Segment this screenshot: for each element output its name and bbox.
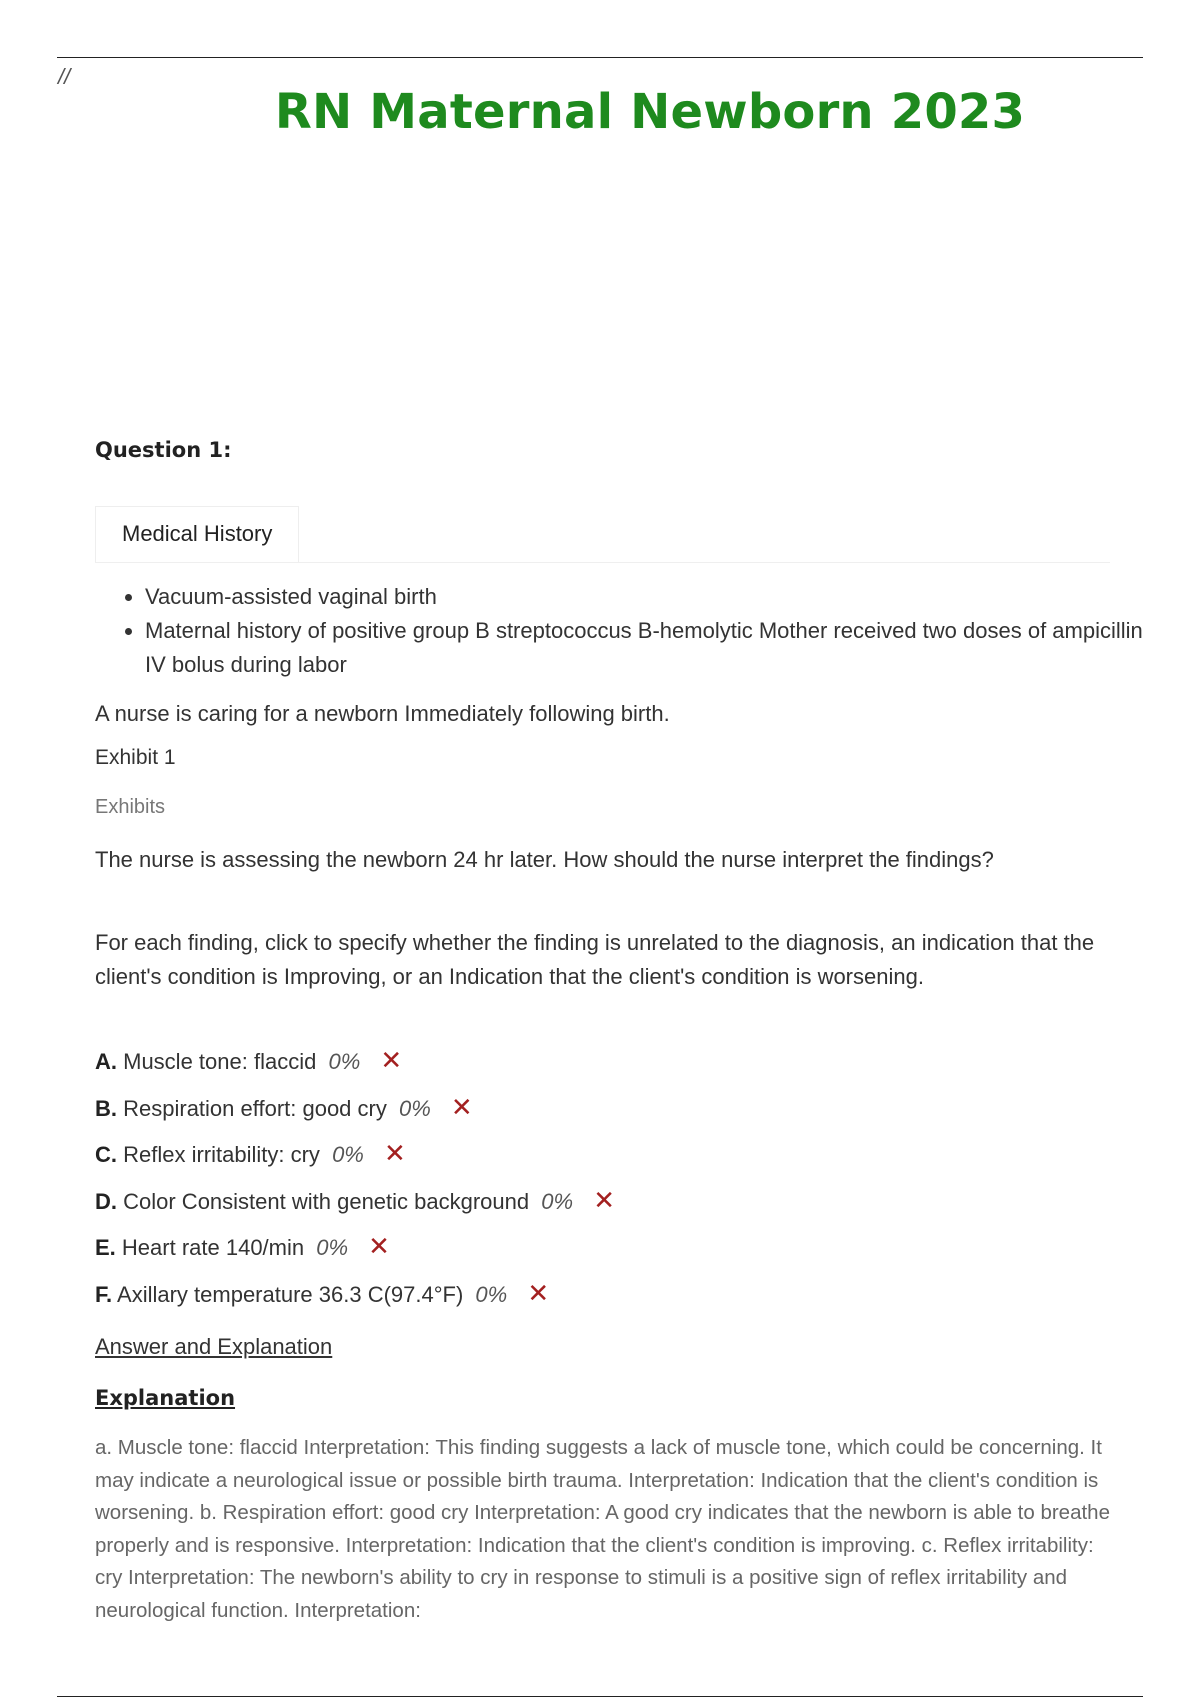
option-percent: 0% [332,1142,364,1167]
answer-option-a[interactable] [95,1043,402,1077]
option-text: Muscle tone: flaccid [123,1049,317,1074]
explanation-heading: Explanation [95,1386,236,1410]
top-rule [57,57,1143,58]
list-item: • Vacuum-assisted vaginal birth [145,580,1145,614]
medical-history-list [95,580,1145,682]
option-percent: 0% [328,1049,361,1074]
option-text: Heart rate 140/min [121,1235,305,1260]
incorrect-x-icon: ✕ [593,1185,615,1215]
answer-explanation-link[interactable]: Answer and Explanation [95,1334,333,1359]
option-percent: 0% [475,1282,508,1307]
incorrect-x-icon: ✕ [383,1138,406,1168]
option-text: Reflex irritability: cry [123,1142,320,1167]
incorrect-x-icon: ✕ [450,1092,473,1122]
tab-bar [95,506,1110,563]
question-intro: A nurse is caring for a newborn Immediately following birth. [95,701,670,726]
question-heading: Question 1: [95,438,232,462]
option-text: Respiration effort: good cry [123,1096,387,1121]
option-text: Axillary temperature 36.3 C(97.4°F) [117,1282,464,1307]
answer-option-b[interactable] [95,1090,473,1124]
header-slashes: // [58,64,71,89]
bottom-rule [57,1696,1143,1697]
question-instructions: For each finding, click to specify whether the finding is unrelated to the diagnosis, an indication that the client's condition is Improving, or an Indication that the client's condition is worsening. [95,930,1095,989]
tab-medical-history[interactable]: Medical History [95,506,299,562]
option-letter: B. [95,1096,117,1121]
answer-option-c[interactable] [95,1136,406,1170]
exhibit-label: Exhibit 1 [95,746,176,769]
document-title: RN Maternal Newborn 2023 [274,84,1026,140]
question-prompt: The nurse is assessing the newborn 24 hr later. How should the nurse interpret the findings? [95,847,994,872]
incorrect-x-icon: ✕ [380,1045,403,1075]
option-percent: 0% [316,1235,349,1260]
exhibits-link[interactable]: Exhibits [95,796,166,818]
answer-option-f[interactable] [95,1276,549,1310]
incorrect-x-icon: ✕ [527,1278,550,1308]
option-letter: F. [95,1282,113,1307]
explanation-text: a. Muscle tone: flaccid Interpretation: This finding suggests a lack of muscle tone, which could be concerning. It may indicate a neurological issue or possible birth trauma. Interpretation: Indication that the client's condition is worsening. b. Respiration effort: good cry Interpretation: A good cry indicates that the newborn is able to breathe properly and is responsive. Interpretation: Indication that the client's condition is improving. c. Reflex irritability: cry Interpretation: The newborn's ability to cry in response to stimuli is a positive sign of reflex irritability and neurological function. Interpretation: [95,1436,1110,1622]
option-letter: A. [95,1049,117,1074]
answer-option-d[interactable] [95,1183,615,1217]
option-letter: D. [95,1189,117,1214]
answer-option-e[interactable] [95,1229,390,1263]
option-letter: E. [95,1235,116,1260]
option-letter: C. [95,1142,117,1167]
option-percent: 0% [541,1189,574,1214]
option-percent: 0% [398,1096,431,1121]
option-text: Color Consistent with genetic background [123,1189,530,1214]
incorrect-x-icon: ✕ [368,1231,390,1261]
list-item: • Maternal history of positive group B streptococcus B-hemolytic Mother received two doses of ampicillin IV bolus during labor [145,614,1145,682]
